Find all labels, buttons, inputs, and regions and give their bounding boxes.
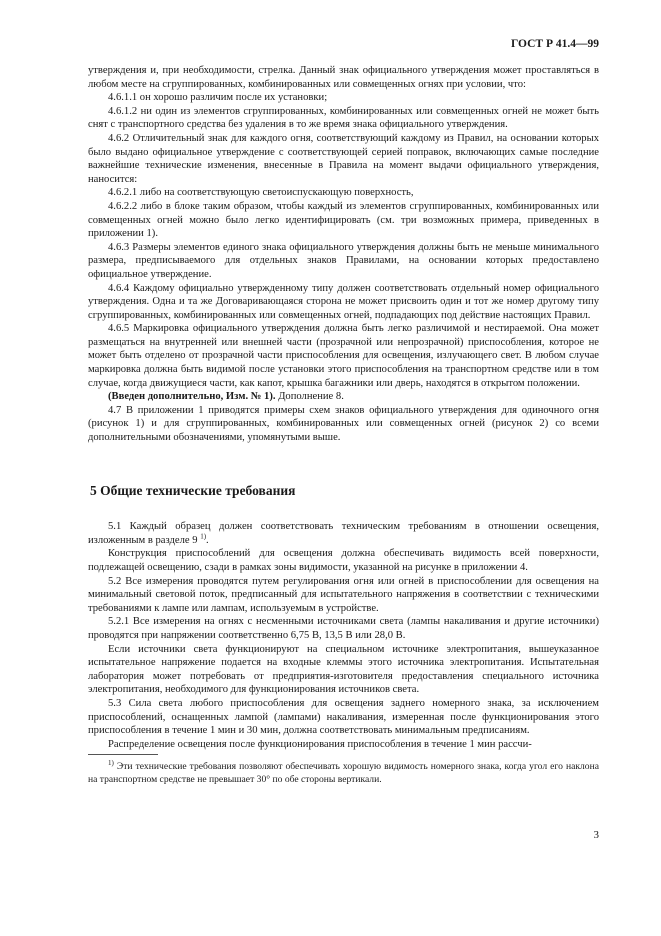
section-title: 5 Общие технические требования (90, 482, 296, 498)
paragraph-text: 5.1 Каждый образец должен соответствовать техническим требованиям в отношении освещения, изложенным в разделе 9 (88, 521, 599, 546)
amendment-note (88, 390, 599, 404)
footnote (88, 761, 599, 786)
page-number: 3 (593, 829, 599, 841)
footnote-ref: 1) (200, 532, 207, 541)
paragraph-end: . (206, 534, 209, 546)
footnote-text: Эти технические требования позволяют обеспечивать хорошую видимость номерного знака, когда угол его наклона на транспортном средстве не превышает 30° по обе стороны вертикали. (88, 761, 599, 785)
paragraph: утверждения и, при необходимости, стрелка. Данный знак официального утверждения может проставляться в любом месте на сгруппированных, комбинированных или совмещенных огнях при условии, что: (88, 65, 599, 90)
footnote-mark: 1) (108, 759, 114, 768)
document-code-header: ГОСТ Р 41.4—99 (511, 38, 599, 50)
paragraph: 4.6.3 Размеры элементов единого знака официального утверждения должны быть не меньше минимального размера, предписываемого для отдельных знаков Правилами, на основании которых предоставлено официальное утверждение. (88, 241, 599, 280)
paragraph (88, 520, 599, 547)
footnote-separator (88, 754, 158, 755)
paragraph: 4.6.1.1 он хорошо различим после их установки; (108, 92, 328, 104)
page-body (88, 64, 599, 786)
paragraph: 4.6.4 Каждому официально утвержденному типу должен соответствовать отдельный номер официального утверждения. Одна и та же Договаривающаяся сторона не может присвоить один и тот же номер другому типу сгруппированных, комбинированных или совмещенных огней, подпадающих под действие настоящих Правил. (88, 282, 599, 321)
paragraph: 5.2 Все измерения проводятся путем регулирования огня или огней в приспособлении для освещения на минимальный световой поток, предписанный для испытательного напряжения в соответствии с техническими требованиями к лампе или лампам, используемым в устройстве. (88, 575, 599, 614)
paragraph: 5.3 Сила света любого приспособления для освещения заднего номерного знака, за исключением приспособлений, оснащенных лампой (лампами) накаливания, измеренная после функционирования этого приспособления в течение 1 мин и 30 мин, должна соответствовать минимальным предписаниям. (88, 697, 599, 737)
amendment-rest: Дополнение 8. (275, 391, 344, 403)
paragraph: 4.6.5 Маркировка официального утверждения должна быть легко различимой и нестираемой. Она может размещаться на внутренней или внешней части (прозрачной или непрозрачной) приспособления, которое не может быть отделено от прозрачной части приспособления для освещения, излучающего свет. В любом случае маркировка должна быть видимой после установки этого приспособления на транспортном средстве или в том случае, когда движущиеся части, как капот, крышка багажники или дверь, находятся в открытом положении. (88, 323, 599, 389)
paragraph: 4.6.2.2 либо в блоке таким образом, чтобы каждый из элементов сгруппированных, комбинированных или совмещенных огней можно было легко идентифицировать (см. три возможных примера, приведенных в приложении 1). (88, 200, 599, 240)
paragraph: 4.6.1.2 ни один из элементов сгруппированных, комбинированных или совмещенных огней не может быть снят с транспортного средства без удаления в то же время знака официального утверждения. (88, 105, 599, 131)
paragraph: 4.6.2 Отличительный знак для каждого огня, соответствующий каждому из Правил, на основании которых было выдано официальное утверждение с соответствующей серией поправок, включающих самые последние важнейшие технические изменения, внесенные в Правила на момент выдачи официального утверждения, наносится: (88, 132, 599, 185)
paragraph: 4.7 В приложении 1 приводятся примеры схем знаков официального утверждения для одиночного огня (рисунок 1) и для сгруппированных, комбинированных или совмещенных огней (рисунок 2) со всеми дополнительными обозначениями, упомянутыми выше. (88, 404, 599, 444)
paragraph: Конструкция приспособлений для освещения должна обеспечивать видимость всей поверхности, подлежащей освещению, сзади в рамках зоны видимости, указанной на рисунке в приложении 4. (88, 548, 599, 573)
paragraph: Если источники света функционируют на специальном источнике электропитания, вышеуказанное испытательное напряжение подается на входные клеммы этого источника электропитания. Испытательная лаборатория может потребовать от предприятия-изготовителя предоставления специального источника электропитания, необходимого для функционирования источников света. (88, 643, 599, 696)
amendment-bold: (Введен дополнительно, Изм. № 1). (108, 391, 276, 403)
paragraph: 4.6.2.1 либо на соответствующую светоиспускающую поверхность, (108, 187, 414, 199)
paragraph: Распределение освещения после функционирования приспособления в течение 1 мин рассчи- (108, 738, 532, 750)
paragraph: 5.2.1 Все измерения на огнях с несменными источниками света (лампы накаливания и другие источники) проводятся при напряжении соответственно 6,75 В, 13,5 В или 28,0 В. (88, 616, 599, 641)
